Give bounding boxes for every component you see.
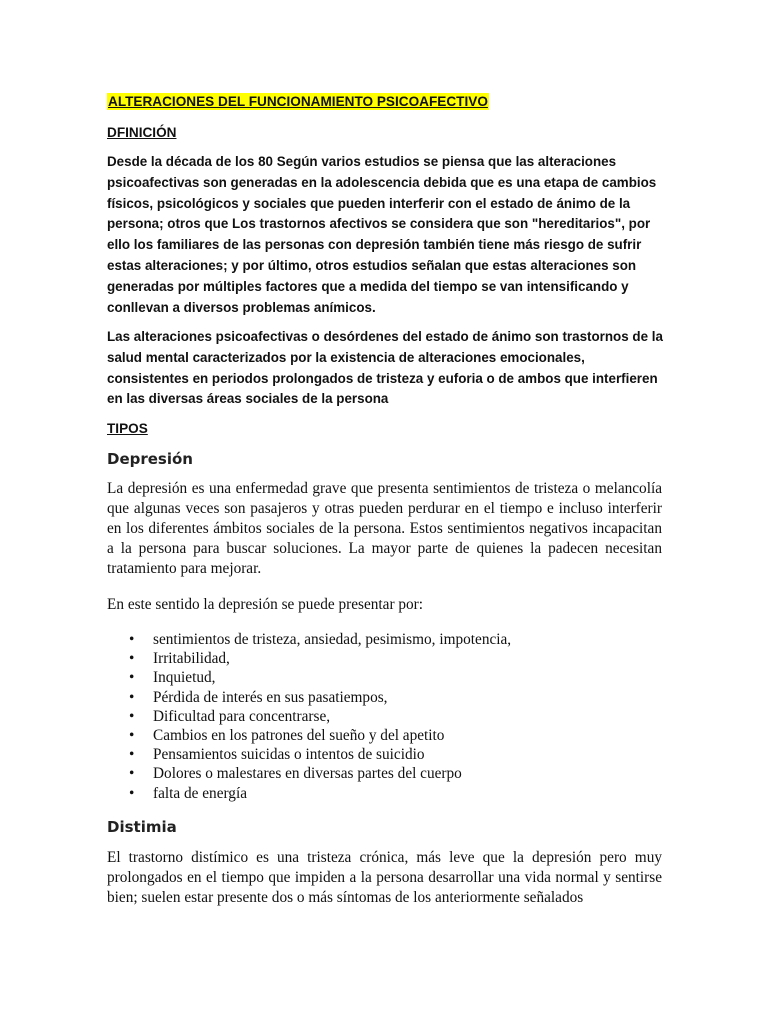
definition-paragraph-2: Las alteraciones psicoafectivas o desórdenes del estado de ánimo son trastornos de la salud mental caracterizados por la existencia de alteraciones emocionales, consistentes en periodos prolongados de tristeza y euforia o de ambos que interfieren en las diversas áreas sociales de la persona bbox=[107, 329, 663, 407]
list-item: • Pensamientos suicidas o intentos de suicidio bbox=[129, 746, 425, 764]
list-item: • Pérdida de interés en sus pasatiempos, bbox=[129, 688, 388, 706]
list-item: • Irritabilidad, bbox=[129, 650, 230, 668]
document-title bbox=[107, 92, 489, 112]
bullet-icon: • bbox=[129, 688, 135, 706]
depression-paragraph: La depresión es una enfermedad grave que presenta sentimientos de tristeza o melancolía que algunas veces son pasajeros y otras pueden perdurar en el tiempo e incluso interferir en los diferentes ámbitos sociales de la persona. Estos sentimientos negativos incapacitan a la persona para buscar soluciones. La mayor parte de quienes la padecen necesitan tratamiento para mejorar. bbox=[107, 480, 662, 577]
depression-intro: En este sentido la depresión se puede presentar por: bbox=[107, 596, 424, 613]
definition-heading: DFINICIÓN bbox=[107, 125, 177, 140]
list-item: • Inquietud, bbox=[129, 669, 216, 687]
list-item: • falta de energía bbox=[129, 784, 247, 802]
bullet-icon: • bbox=[129, 784, 135, 802]
bullet-icon: • bbox=[129, 631, 135, 648]
list-item: • sentimientos de tristeza, ansiedad, pesimismo, impotencia, bbox=[129, 631, 512, 648]
bullet-icon: • bbox=[129, 727, 135, 745]
bullet-icon: • bbox=[129, 707, 135, 725]
list-item: • Dificultad para concentrarse, bbox=[129, 707, 331, 725]
bullet-icon: • bbox=[129, 669, 135, 687]
bullet-icon: • bbox=[129, 765, 135, 783]
list-item: • Dolores o malestares en diversas partes del cuerpo bbox=[129, 765, 462, 783]
depression-heading: Depresión bbox=[107, 450, 193, 468]
definition-paragraph-1: Desde la década de los 80 Según varios estudios se piensa que las alteraciones psicoafectivas son generadas en la adolescencia debida que es una etapa de cambios físicos, psicológicos y sociales que pueden interferir con el estado de ánimo de la persona; otros que Los trastornos afectivos se considera que son "hereditarios", por ello los familiares de las personas con depresión también tiene más riesgo de sufrir estas alteraciones; y por último, otros estudios señalan que estas alteraciones son generadas por múltiples factores que a medida del tiempo se van intensificando y conllevan a diversos problemas anímicos. bbox=[107, 154, 657, 315]
types-heading: TIPOS bbox=[107, 421, 148, 436]
title-highlight: ALTERACIONES DEL FUNCIONAMIENTO PSICOAFECTIVO bbox=[108, 94, 488, 109]
bullet-icon: • bbox=[129, 650, 135, 668]
dysthymia-paragraph: El trastorno distímico es una tristeza crónica, más leve que la depresión pero muy prolongados en el tiempo que impiden a la persona desarrollar una vida normal y sentirse bien; suelen estar presente dos o más síntomas de los anteriormente señalados bbox=[107, 849, 662, 906]
list-item: • Cambios en los patrones del sueño y del apetito bbox=[129, 727, 445, 745]
bullet-icon: • bbox=[129, 746, 135, 764]
dysthymia-heading: Distimia bbox=[107, 818, 177, 836]
symptom-list bbox=[107, 630, 511, 803]
